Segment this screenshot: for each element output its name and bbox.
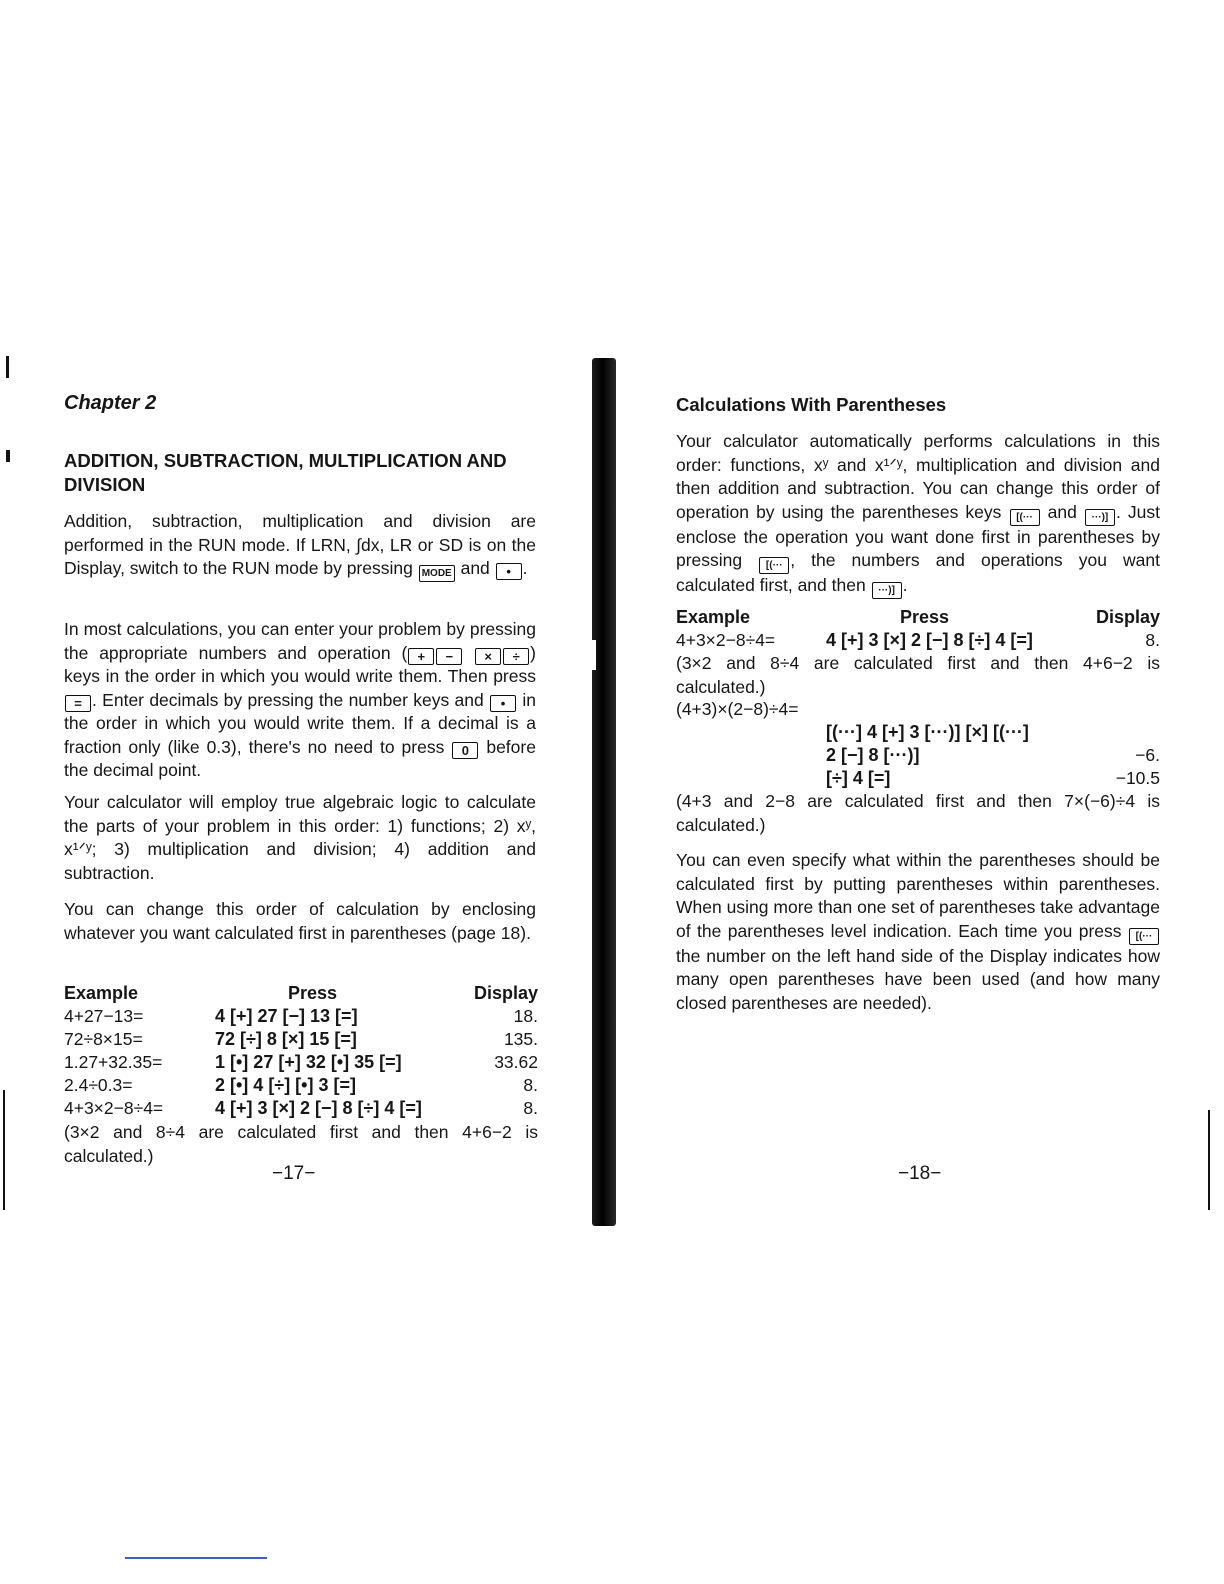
divide-key-icon: ÷	[503, 648, 529, 665]
example-press: 4 [+] 3 [×] 2 [−] 8 [÷] 4 [=]	[826, 630, 1033, 650]
example-display: 8.	[1145, 630, 1160, 650]
paren-text-d: , the numbers and operations you want calculated first, and then	[676, 550, 1160, 595]
header-display: Display	[1095, 607, 1160, 627]
nested-parentheses-paragraph	[676, 849, 1160, 1015]
algebraic-logic-paragraph: Your calculator will employ true algebraic logic to calculate the parts of your problem in this order: 1) functions; 2) xʸ, x¹ᐟʸ; 3) multiplication and division; 4) addition and subtraction.	[64, 792, 536, 883]
ops-text-b: ) keys in the order in which you would write them. Then press	[64, 642, 536, 686]
row-display: 8.	[523, 1075, 538, 1095]
parentheses-example-1	[676, 606, 1160, 652]
row-press: 4 [+] 3 [×] 2 [−] 8 [÷] 4 [=]	[215, 1098, 422, 1118]
intro-paragraph	[64, 510, 536, 582]
example-press-line: 2 [−] 8 [···)]	[826, 745, 920, 765]
row-example: 4+27−13=	[64, 1006, 144, 1026]
example-row	[676, 721, 1160, 744]
row-example: 72÷8×15=	[64, 1029, 143, 1049]
close-paren-key-icon: ···)]	[1085, 509, 1115, 526]
row-display: 18.	[513, 1006, 538, 1026]
plus-key-icon: +	[408, 648, 434, 665]
open-paren-key-icon: [(···	[1129, 928, 1159, 945]
table-note: (3×2 and 8÷4 are calculated first and then 4+6−2 is calculated.)	[64, 1122, 538, 1166]
table-row	[64, 1005, 538, 1028]
page-number: −17−	[272, 1163, 316, 1184]
header-example: Example	[64, 983, 139, 1003]
row-display: 33.62	[494, 1052, 538, 1072]
example-row	[676, 767, 1160, 790]
ops-text-d: in the order in which you would write them. If a decimal is a fraction only (like 0.3), there's no need to press	[64, 689, 536, 757]
nested-text-a: You can even specify what within the parentheses should be calculated first by putting parentheses within parentheses. When using more than one set of parentheses take advantage of the parentheses level indication. Each time you press	[676, 850, 1160, 941]
example-table	[64, 982, 538, 1120]
zero-key-icon: 0	[452, 742, 478, 759]
parentheses-heading: Calculations With Parentheses	[676, 394, 947, 415]
footer-rule	[125, 1557, 267, 1559]
intro-text-c: .	[522, 558, 528, 578]
row-example: 4+3×2−8÷4=	[64, 1098, 164, 1118]
header-press: Press	[288, 983, 338, 1003]
parentheses-intro-paragraph	[676, 430, 1160, 599]
nested-text-b: the number on the left hand side of the Display indicates how many open parentheses have been used (and how many closed parentheses are needed).	[676, 945, 1160, 1013]
table-row	[64, 1074, 538, 1097]
table-header	[64, 982, 538, 1005]
page-number: −18−	[898, 1163, 942, 1184]
paren-text-b: and	[1047, 501, 1077, 522]
scan-edge-mark	[6, 450, 10, 462]
header-display: Display	[473, 983, 538, 1003]
table-row	[64, 1028, 538, 1051]
row-press: 4 [+] 27 [−] 13 [=]	[215, 1006, 358, 1026]
example-1-note: (3×2 and 8÷4 are calculated first and then 4+6−2 is calculated.)	[676, 653, 1160, 697]
table-row	[64, 1097, 538, 1120]
example-row	[676, 698, 1160, 721]
intro-text-a: Addition, subtraction, multiplication and division are performed in the RUN mode. If LRN, ∫dx, LR or SD is on the Display, switch to the RUN mode by pressing	[64, 511, 536, 578]
example-row	[676, 744, 1160, 767]
chapter-title: Chapter 2	[64, 392, 157, 414]
example-press-line: [(···] 4 [+] 3 [···)] [×] [(···]	[826, 722, 1029, 742]
dot-key-icon: •	[496, 563, 522, 580]
spine-gap	[586, 640, 596, 670]
example-expression: 4+3×2−8÷4=	[676, 630, 776, 650]
right-page	[612, 0, 1224, 1584]
example-press-line: [÷] 4 [=]	[826, 768, 891, 788]
mode-key-icon: MODE	[419, 565, 455, 582]
ops-text-a: In most calculations, you can enter your problem by pressing the appropriate numbers and operation (	[64, 619, 536, 663]
example-header	[676, 606, 1160, 629]
example-display: −6.	[1135, 745, 1160, 765]
scan-edge-mark	[3, 1090, 5, 1210]
minus-key-icon: −	[436, 648, 462, 665]
times-key-icon: ×	[475, 648, 501, 665]
row-press: 2 [•] 4 [÷] [•] 3 [=]	[215, 1075, 356, 1095]
row-press: 1 [•] 27 [+] 32 [•] 35 [=]	[215, 1052, 402, 1072]
intro-text-b: and	[460, 558, 490, 578]
close-paren-key-icon: ···)]	[872, 582, 902, 599]
section-heading: ADDITION, SUBTRACTION, MULTIPLICATION AND DIVISION	[64, 450, 507, 495]
parentheses-reference-paragraph: You can change this order of calculation by enclosing whatever you want calculated first in parentheses (page 18).	[64, 899, 536, 943]
example-display: −10.5	[1115, 768, 1160, 788]
paren-text-a: Your calculator automatically performs calculations in this order: functions, xʸ and x¹ᐟʸ, multiplication and division and then addition and subtraction. You can change this order of operation by using the parentheses keys	[676, 431, 1160, 522]
row-display: 8.	[523, 1098, 538, 1118]
ops-text-e: before the decimal point.	[64, 736, 536, 780]
paren-text-e: .	[902, 575, 908, 595]
open-paren-key-icon: [(···	[759, 557, 789, 574]
header-example: Example	[676, 607, 751, 627]
row-example: 2.4÷0.3=	[64, 1075, 133, 1095]
table-row	[64, 1051, 538, 1074]
example-row	[676, 629, 1160, 652]
operation-keys-paragraph	[64, 618, 536, 783]
row-example: 1.27+32.35=	[64, 1052, 163, 1072]
header-press: Press	[900, 607, 950, 627]
ops-text-c: . Enter decimals by pressing the number keys and	[92, 689, 484, 710]
parentheses-example-2	[676, 698, 1160, 790]
scan-edge-mark	[6, 356, 9, 378]
example-2-note: (4+3 and 2−8 are calculated first and then 7×(−6)÷4 is calculated.)	[676, 791, 1160, 835]
paren-text-c: . Just enclose the operation you want done first in parentheses by pressing	[676, 501, 1160, 570]
equals-key-icon: =	[65, 695, 91, 712]
open-paren-key-icon: [(···	[1010, 509, 1040, 526]
example-expression: (4+3)×(2−8)÷4=	[676, 699, 799, 719]
dot-key-icon: •	[490, 695, 516, 712]
row-press: 72 [÷] 8 [×] 15 [=]	[215, 1029, 357, 1049]
row-display: 135.	[503, 1029, 538, 1049]
